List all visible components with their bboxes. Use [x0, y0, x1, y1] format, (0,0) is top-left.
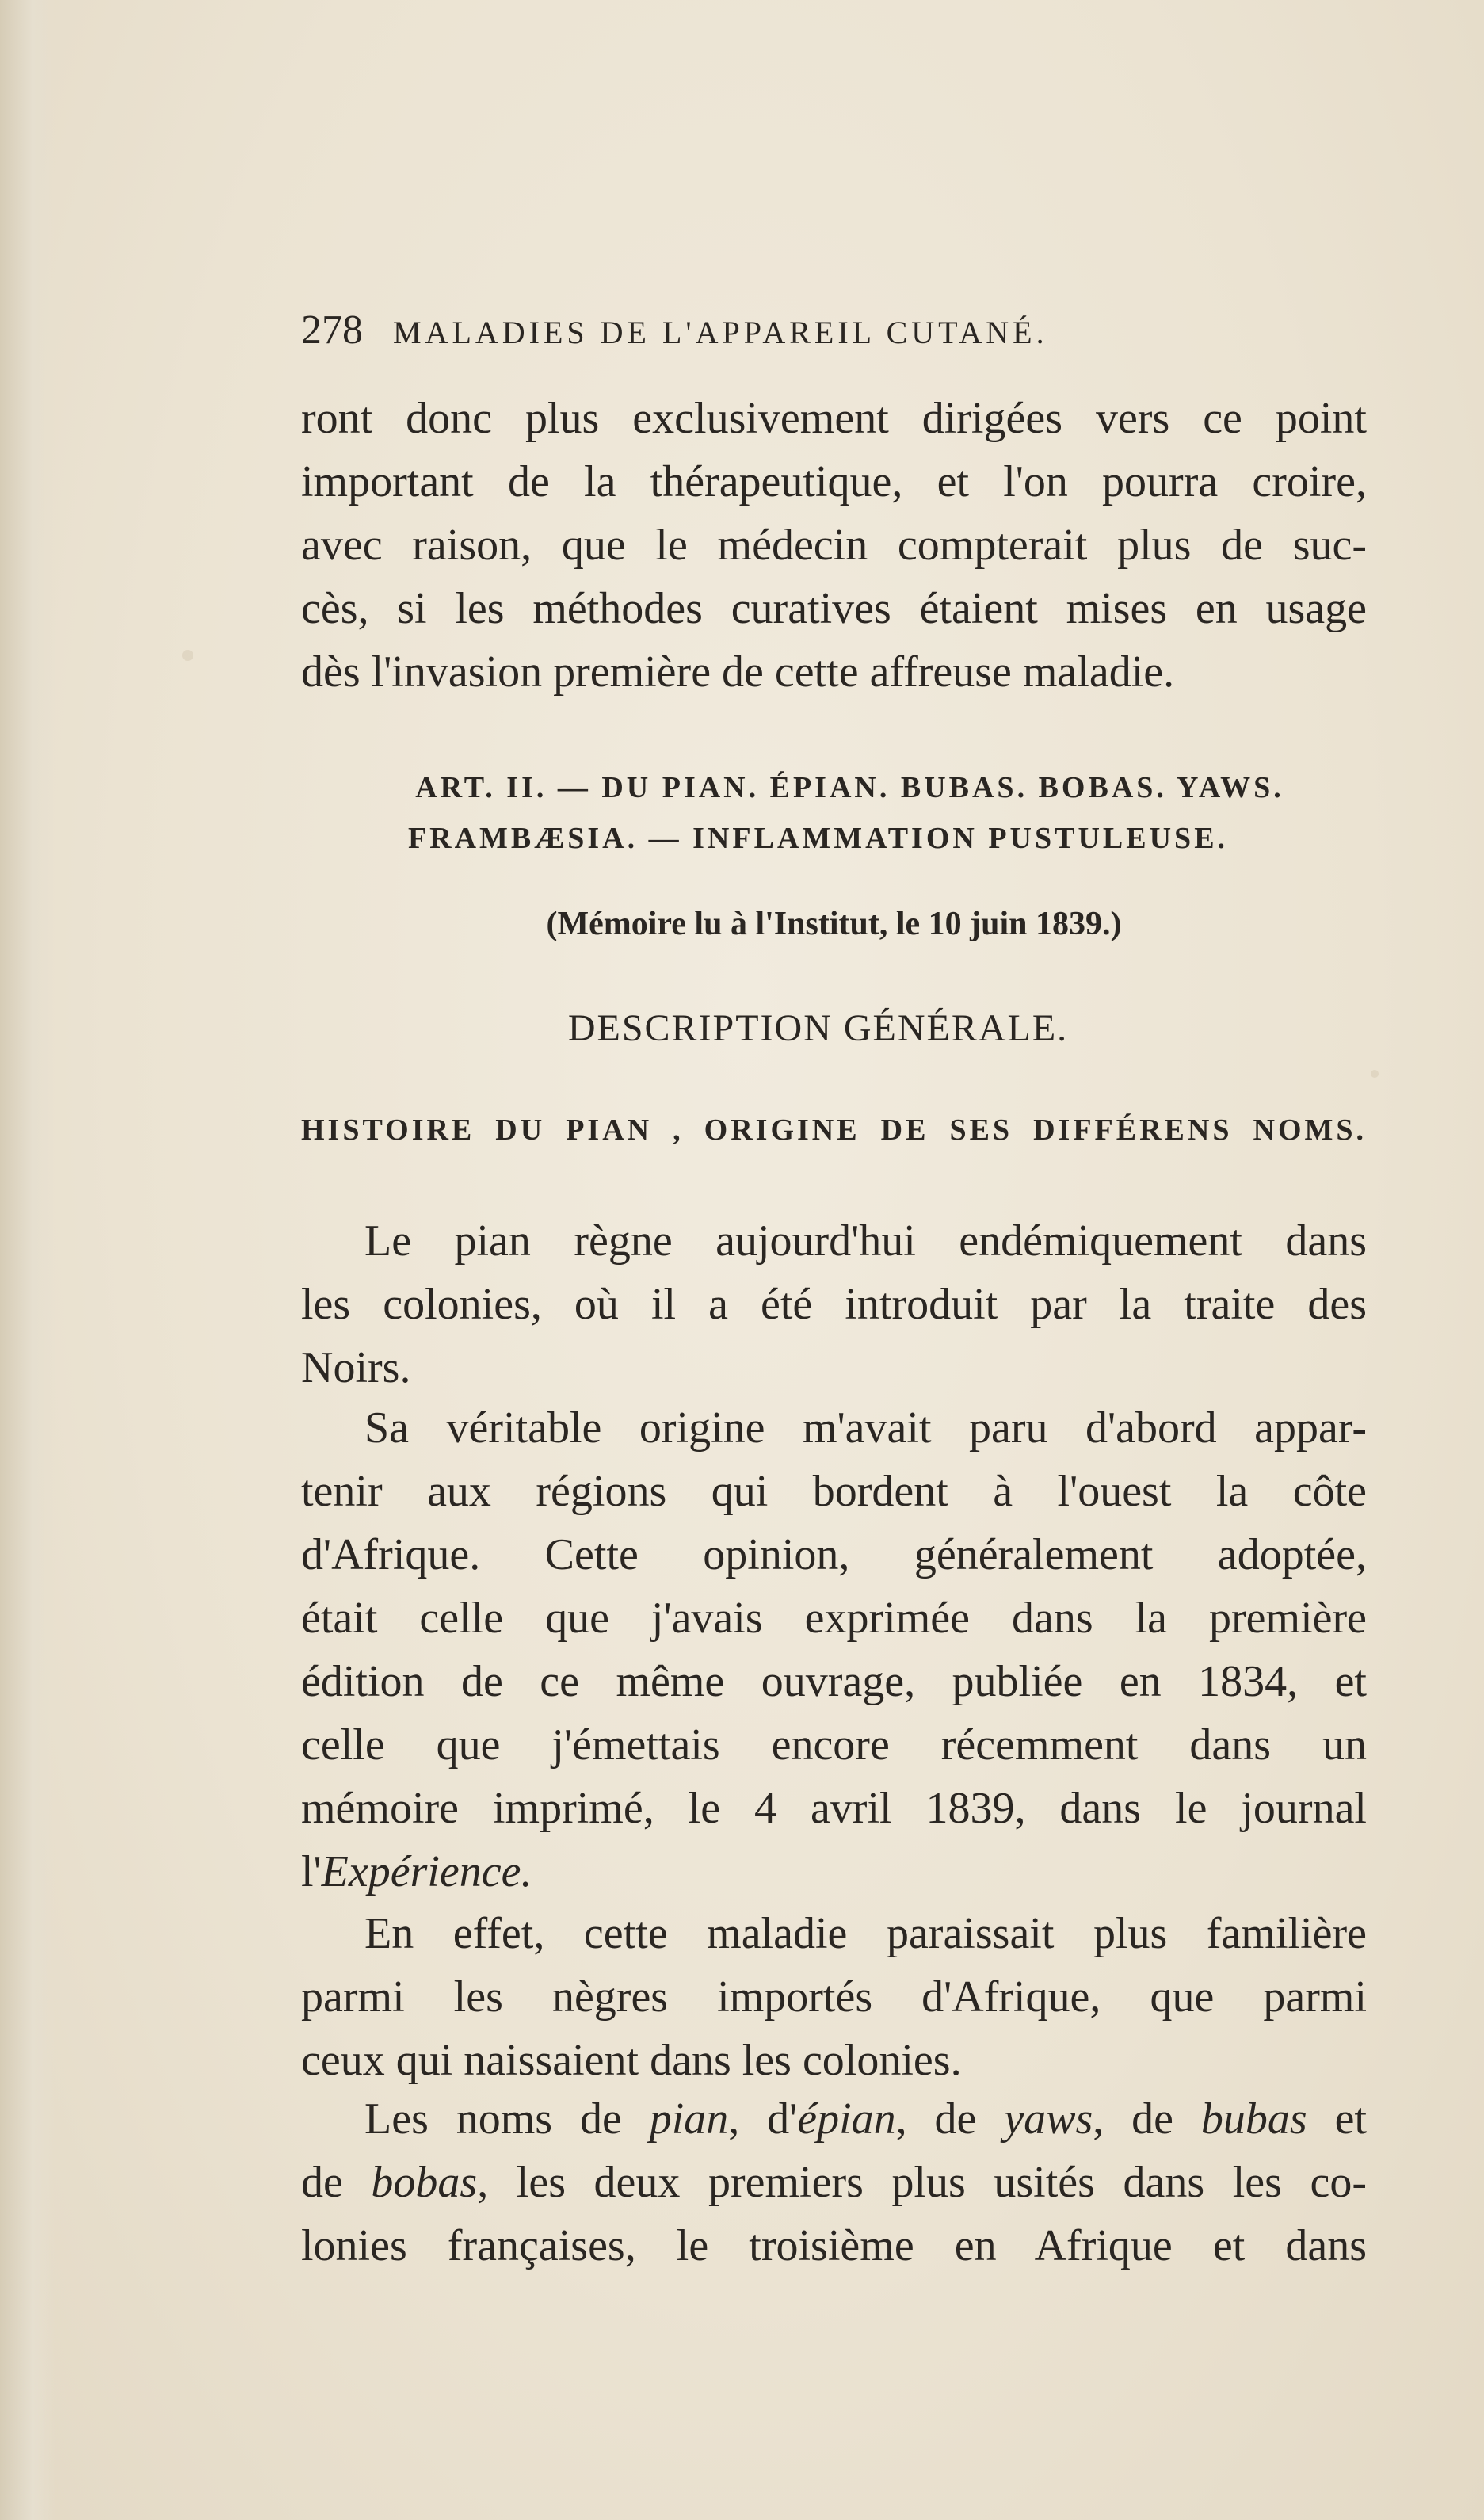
text-line: Noirs.	[301, 1343, 411, 1392]
text-line: tenir aux régions qui bordent à l'ouest la côte	[301, 1467, 1367, 1516]
text-fragment: , de	[1093, 2094, 1201, 2144]
text-line: lonies françaises, le troisième en Afrique et dans	[301, 2221, 1367, 2270]
memoire-note: (Mémoire lu à l'Institut, le 10 juin 1839.)	[546, 906, 1122, 942]
text-fragment: , d'	[728, 2094, 798, 2144]
text-line: parmi les nègres importés d'Afrique, que parmi	[301, 1972, 1367, 2022]
text-line	[301, 2151, 1367, 2214]
text-line: avec raison, que le médecin compterait plus de suc-	[301, 521, 1367, 570]
text-line: cès, si les méthodes curatives étaient mises en usage	[301, 584, 1367, 633]
text-line: Sa véritable origine m'avait paru d'abord appar-	[364, 1403, 1367, 1453]
page-number: 278	[301, 307, 363, 353]
text-line: dès l'invasion première de cette affreuse maladie.	[301, 647, 1175, 697]
section-title: DESCRIPTION GÉNÉRALE.	[567, 1007, 1069, 1049]
text-line	[301, 1840, 1367, 1903]
text-line: édition de ce même ouvrage, publiée en 1834, et	[301, 1657, 1367, 1706]
text-fragment: Les noms de	[364, 2094, 650, 2144]
paper-stain	[1371, 1070, 1379, 1078]
text-fragment: , de	[895, 2094, 1005, 2144]
text-fragment: de	[301, 2158, 372, 2207]
text-line: En effet, cette maladie paraissait plus familière	[364, 1909, 1367, 1958]
paper-stain	[182, 650, 193, 661]
text-fragment: , les deux premiers plus usités dans les co-	[477, 2158, 1367, 2207]
running-head-title: MALADIES DE L'APPAREIL CUTANÉ.	[393, 315, 1048, 350]
text-line: important de la thérapeutique, et l'on pourra croire,	[301, 457, 1367, 506]
text-line: celle que j'émettais encore récemment dans un	[301, 1720, 1367, 1770]
text-line: était celle que j'avais exprimée dans la première	[301, 1594, 1367, 1643]
article-heading-line-1: ART. II. — DU PIAN. ÉPIAN. BUBAS. BOBAS. YAWS.	[415, 771, 1284, 804]
term-bubas: bubas	[1200, 2094, 1307, 2144]
journal-title: Expérience.	[321, 1847, 532, 1896]
text-line: Le pian règne aujourd'hui endémiquement dans	[364, 1216, 1367, 1266]
text-line: ront donc plus exclusivement dirigées vers ce point	[301, 394, 1367, 443]
article-heading-line-2: FRAMBÆSIA. — INFLAMMATION PUSTULEUSE.	[407, 822, 1229, 855]
text-line: d'Afrique. Cette opinion, généralement adoptée,	[301, 1530, 1367, 1579]
text-fragment: et	[1307, 2094, 1368, 2144]
term-bobas: bobas	[371, 2158, 478, 2207]
term-yaws: yaws	[1004, 2094, 1093, 2144]
text-line: mémoire imprimé, le 4 avril 1839, dans le journal	[301, 1784, 1367, 1833]
term-epian: épian	[797, 2094, 896, 2144]
text-line	[364, 2087, 1367, 2151]
term-pian: pian	[649, 2094, 729, 2144]
text-fragment: l'	[301, 1847, 322, 1896]
subsection-title: HISTOIRE DU PIAN , ORIGINE DE SES DIFFÉRENS NOMS.	[301, 1113, 1367, 1147]
page-gutter-shadow	[0, 0, 55, 2520]
running-head	[301, 303, 1367, 358]
text-line: les colonies, où il a été introduit par la traite des	[301, 1280, 1367, 1329]
text-line: ceux qui naissaient dans les colonies.	[301, 2036, 962, 2085]
